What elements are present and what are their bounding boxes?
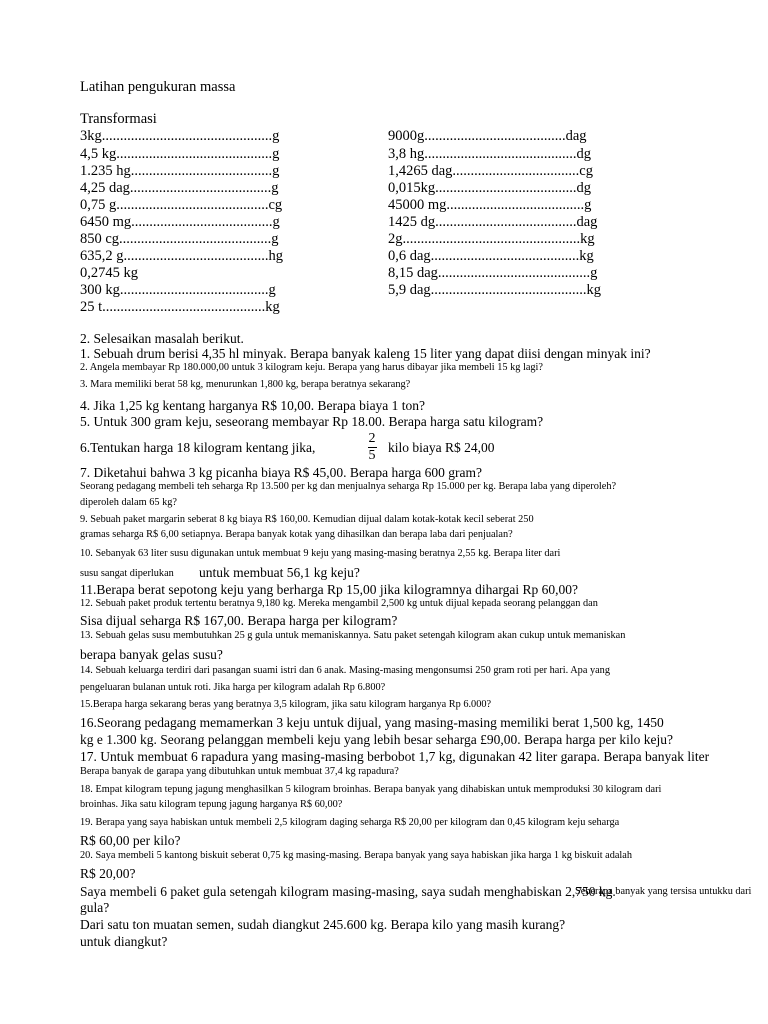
problem-line: 16.Seorang pedagang memamerkan 3 keju untuk dijual, yang masing-masing memiliki berat 1,500 kg, 1450 xyxy=(80,715,664,730)
page-title: Latihan pengukuran massa xyxy=(80,79,236,95)
problem-line: untuk membuat 56,1 kg keju? xyxy=(199,565,360,580)
conversion-item: 3,8 hg..........................................dg xyxy=(388,146,591,162)
problem-line: 5. Untuk 300 gram keju, seseorang membayar Rp 18.00. Berapa harga satu kilogram? xyxy=(80,414,544,429)
problem-line: 3. Mara memiliki berat 58 kg, menurunkan 1,800 kg, berapa beratnya sekarang? xyxy=(80,379,411,390)
problem-line: 6.Tentukan harga 18 kilogram kentang jika, xyxy=(80,440,316,455)
problem-line: 12. Sebuah paket produk tertentu beratnya 9,180 kg. Mereka mengambil 2,500 kg untuk dijual kepada seorang pelanggan dan xyxy=(80,598,598,609)
problem-line: R$ 20,00? xyxy=(80,866,136,881)
conversion-item: 4,5 kg...........................................g xyxy=(80,146,280,162)
problem-line: 20. Saya membeli 5 kantong biskuit seberat 0,75 kg masing-masing. Berapa banyak yang saya habiskan jika harga 1 kg biskuit adalah xyxy=(80,850,632,861)
fraction-denominator: 5 xyxy=(368,448,376,463)
problem-line: Dari satu ton muatan semen, sudah diangkut 245.600 kg. Berapa kilo yang masih kurang? xyxy=(80,917,566,932)
problem-line: 11.Berapa berat sepotong keju yang berharga Rp 15,00 jika kilogramnya dihargai Rp 60,00? xyxy=(80,582,578,597)
problem-line: 13. Sebuah gelas susu membutuhkan 25 g gula untuk memaniskannya. Satu paket setengah kilogram akan cukup untuk memaniskan xyxy=(80,630,626,641)
section-heading-transformasi: Transformasi xyxy=(80,111,157,127)
conversion-item: 8,15 dag..........................................g xyxy=(388,265,598,281)
problem-line: 17. Untuk membuat 6 rapadura yang masing-masing berbobot 1,7 kg, digunakan 42 liter garapa. Berapa banyak liter xyxy=(80,749,710,764)
problem-line: 9. Sebuah paket margarin seberat 8 kg biaya R$ 160,00. Kemudian dijual dalam kotak-kotak kecil seberat 250 xyxy=(80,514,534,525)
problem-line: 18. Empat kilogram tepung jagung menghasilkan 5 kilogram broinhas. Berapa banyak yang dihabiskan untuk memproduksi 30 kilogram dari xyxy=(80,784,662,795)
problem-line: 2. Angela membayar Rp 180.000,00 untuk 3 kilogram keju. Berapa yang harus dibayar jika membeli 15 kg lagi? xyxy=(80,362,543,373)
conversion-item: 6450 mg.......................................g xyxy=(80,214,280,230)
problem-line: gula? xyxy=(80,900,110,915)
conversion-item: 25 t.............................................kg xyxy=(80,299,280,315)
conversion-item: 850 cg..........................................g xyxy=(80,231,279,247)
conversion-item: 9000g.......................................dag xyxy=(388,128,587,144)
problem-line: 1. Sebuah drum berisi 4,35 hl minyak. Berapa banyak kaleng 15 liter yang dapat diisi dengan minyak ini? xyxy=(80,346,651,361)
problem-line: Sisa dijual seharga R$ 167,00. Berapa harga per kilogram? xyxy=(80,613,398,628)
problem-line: gramas seharga R$ 6,00 setiapnya. Berapa banyak kotak yang dihasilkan dan berapa laba dari penjualan? xyxy=(80,529,513,540)
conversion-item: 300 kg.........................................g xyxy=(80,282,276,298)
problem-line: pengeluaran bulanan untuk roti. Jika harga per kilogram adalah Rp 6.800? xyxy=(80,682,386,693)
problem-line: 10. Sebanyak 63 liter susu digunakan untuk membuat 9 keju yang masing-masing beratnya 2,55 kg. Berapa liter dari xyxy=(80,548,561,559)
problem-line: Seberapa banyak yang tersisa untukku dari xyxy=(575,886,752,897)
problem-line: 14. Sebuah keluarga terdiri dari pasangan suami istri dan 6 anak. Masing-masing mengonsumsi 250 gram roti per hari. Apa yang xyxy=(80,665,610,676)
problem-line: Berapa banyak de garapa yang dibutuhkan untuk membuat 37,4 kg rapadura? xyxy=(80,766,399,777)
problem-line: untuk diangkut? xyxy=(80,934,168,949)
problem-line: diperoleh dalam 65 kg? xyxy=(80,497,177,508)
problem-line: 19. Berapa yang saya habiskan untuk membeli 2,5 kilogram daging seharga R$ 20,00 per kilogram dan 0,45 kilogram keju seharga xyxy=(80,817,620,828)
problem-line: 4. Jika 1,25 kg kentang harganya R$ 10,00. Berapa biaya 1 ton? xyxy=(80,398,426,413)
problem-line: R$ 60,00 per kilo? xyxy=(80,833,181,848)
conversion-item: 635,2 g........................................hg xyxy=(80,248,283,264)
conversion-item: 0,015kg.......................................dg xyxy=(388,180,591,196)
conversion-item: 4,25 dag.......................................g xyxy=(80,180,279,196)
conversion-item: 3kg...............................................g xyxy=(80,128,280,144)
conversion-item: 1.235 hg.......................................g xyxy=(80,163,280,179)
conversion-item: 0,75 g..........................................cg xyxy=(80,197,283,213)
problem-line: susu sangat diperlukan xyxy=(80,568,174,579)
section-heading-problems: 2. Selesaikan masalah berikut. xyxy=(80,331,244,346)
problem-line: Saya membeli 6 paket gula setengah kilogram masing-masing, saya sudah menghabiskan 2,750 kg. xyxy=(80,884,616,899)
conversion-item: 1,4265 dag...................................cg xyxy=(388,163,593,179)
conversion-item: 45000 mg......................................g xyxy=(388,197,592,213)
conversion-item: 2g.................................................kg xyxy=(388,231,595,247)
fraction-numerator: 2 xyxy=(368,431,376,446)
conversion-item: 0,2745 kg xyxy=(80,265,138,281)
conversion-item: 1425 dg.......................................dag xyxy=(388,214,598,230)
problem-line: Seorang pedagang membeli teh seharga Rp 13.500 per kg dan menjualnya seharga Rp 15.000 per kg. Berapa laba yang diperoleh? xyxy=(80,481,617,492)
problem-line: kg e 1.300 kg. Seorang pelanggan membeli keju yang lebih besar seharga £90,00. Berapa harga per kilo keju? xyxy=(80,732,673,747)
problem-line: kilo biaya R$ 24,00 xyxy=(388,440,495,455)
problem-line: broinhas. Jika satu kilogram tepung jagung harganya R$ 60,00? xyxy=(80,799,343,810)
problem-line: berapa banyak gelas susu? xyxy=(80,647,223,662)
problem-line: 7. Diketahui bahwa 3 kg picanha biaya R$ 45,00. Berapa harga 600 gram? xyxy=(80,465,483,480)
conversion-item: 5,9 dag...........................................kg xyxy=(388,282,602,298)
conversion-item: 0,6 dag.........................................kg xyxy=(388,248,594,264)
problem-line: 15.Berapa harga sekarang beras yang beratnya 3,5 kilogram, jika satu kilogram harganya Rp 6.000? xyxy=(80,699,492,710)
